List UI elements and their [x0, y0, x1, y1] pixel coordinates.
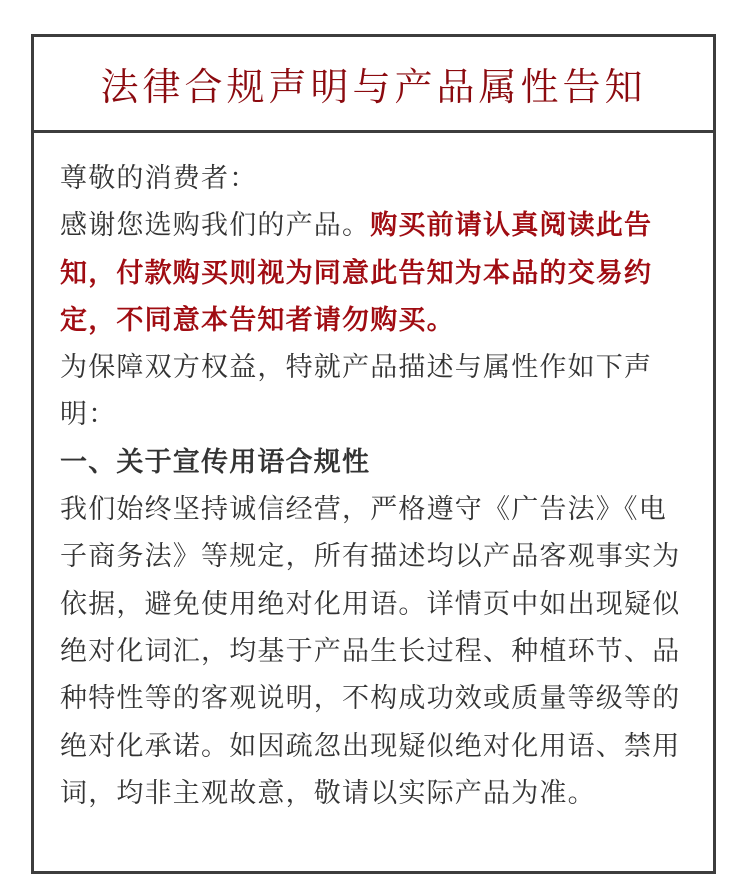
- notice-frame: [31, 34, 716, 874]
- intro-text: 感谢您选购我们的产品。: [60, 210, 371, 242]
- notice-title: 法律合规声明与产品属性告知: [100, 65, 647, 109]
- notice-content: [34, 133, 713, 817]
- purpose-paragraph: 为保障双方权益，特就产品描述与属性作如下声明：: [60, 352, 653, 431]
- greeting: 尊敬的消费者：: [60, 163, 258, 194]
- title-box: [34, 37, 713, 133]
- section-body: 我们始终坚持诚信经营，严格遵守《广告法》《电子商务法》等规定，所有描述均以产品客观事实为依据，避免使用绝对化用语。详情页中如出现疑似绝对化词汇，均基于产品生长过程、种植环节、品种特性等的客观说明，不构成功效或质量等级等的绝对化承诺。如因疏忽出现疑似绝对化用语、禁用词，均非主观故意，敬请以实际产品为准。: [60, 494, 681, 809]
- intro-paragraph: [60, 202, 689, 344]
- intro-emphasis: 购买前请认真阅读此告知，付款购买则视为同意此告知为本品的交易约定，不同意本告知者请勿购买。: [60, 210, 653, 336]
- section-heading: 一、关于宣传用语合规性: [60, 446, 371, 478]
